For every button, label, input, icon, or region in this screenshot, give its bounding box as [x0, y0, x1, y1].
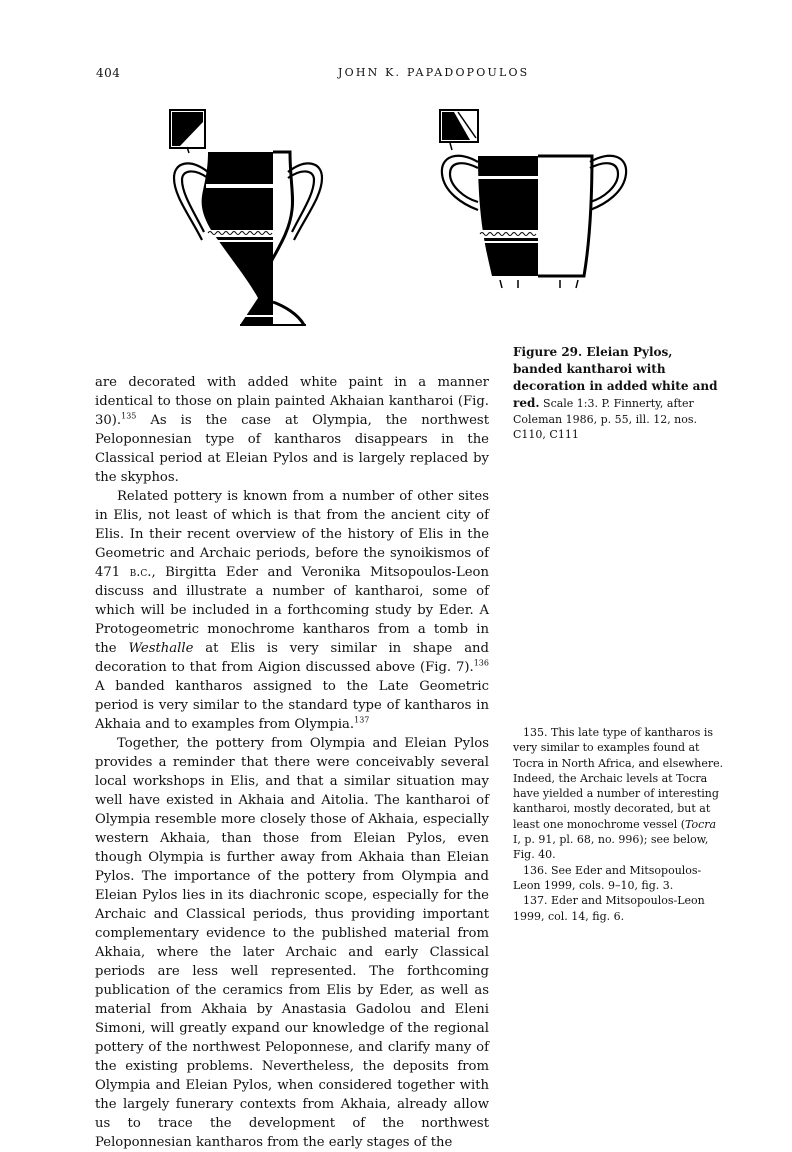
- kantharos-drawing-right: [430, 100, 660, 300]
- footnote-135: 135. This late type of kantharos is very similar to examples found at Tocra in North Africa, and elsewhere. Indeed, the Archaic levels at Tocra have yielded a number of interesting kantharoi, mostly decorated, but at least one monochrome vessel (Tocra I, p. 91, pl. 68, no. 996); see below, Fig. 40.: [513, 726, 724, 862]
- page-number: 404: [96, 66, 121, 80]
- rim-fragment-right: [440, 110, 478, 150]
- main-text: [95, 373, 489, 1152]
- body-exterior-half: [202, 152, 273, 298]
- body-profile-half: [538, 156, 592, 276]
- left-handle: [442, 156, 478, 210]
- footnote-137: 137. Eder and Mitsopoulos-Leon 1999, col. 14, fig. 6.: [513, 894, 705, 923]
- running-header-author: JOHN K. PAPADOPOULOS: [338, 66, 530, 79]
- kantharos-drawing-left: [160, 100, 340, 335]
- rim-fragment-left: [170, 110, 205, 153]
- caption-details: Scale 1:3. P. Finnerty, after Coleman 1986, p. 55, ill. 12, nos. C110, C111: [513, 397, 698, 442]
- footnote-ref-136[interactable]: 136: [473, 658, 489, 668]
- body-exterior-half: [478, 156, 538, 276]
- figure-caption: [513, 344, 725, 443]
- paragraph-1: are decorated with added white paint in a manner identical to those on plain painted Akhaian kantharoi (Fig. 30).$^{135}$ As is the case at Olympia, the northwest Peloponnesian type of kantharos disappears in the Classical period at Eleian Pylos and is largely replaced by the skyphos.: [95, 375, 489, 485]
- caption-title: Figure 29. Eleian Pylos, banded kantharoi with decoration in added white and red.: [513, 345, 718, 410]
- right-handle: [590, 156, 626, 210]
- foot: [240, 298, 273, 325]
- footnotes: [513, 725, 725, 924]
- paragraph-2: Related pottery is known from a number of other sites in Elis, not least of which is that from the ancient city of Elis. In their recent overview of the history of Elis in the Geometric and Archaic periods, before the synoikismos of 471 b.c., Birgitta Eder and Veronika Mitsopoulos-Leon discuss and illustrate a number of kantharoi, some of which will be included in a forthcoming study by Eder. A Protogeometric monochrome kantharos from a tomb in the Westhalle at Elis is very similar in shape and decoration to that from Aigion discussed above (Fig. 7).$^{136}$ A banded kantharos assigned to the Late Geometric period is very similar to the standard type of kantharos in Akhaia and to examples from Olympia.$^{137}$: [95, 489, 489, 732]
- footnote-ref-135[interactable]: 135: [121, 411, 137, 421]
- footnote-136: 136. See Eder and Mitsopoulos-Leon 1999, cols. 9–10, fig. 3.: [513, 863, 702, 892]
- paragraph-3: Together, the pottery from Olympia and Eleian Pylos provides a reminder that there were conceivably several local workshops in Elis, and that a similar situation may well have existed in Akhaia and Aitolia. The kantharoi of Olympia resemble more closely those of Akhaia, especially western Akhaia, than those from Eleian Pylos, even though Olympia is further away from Akhaia than Eleian Pylos. The importance of the pottery from Olympia and Eleian Pylos lies in its diachronic scope, especially for the Archaic and Classical periods, thus providing important complementary evidence to the published material from Akhaia, where the later Archaic and early Classical periods are less well represented. The forthcoming publication of the ceramics from Elis by Eder, as well as material from Akhaia by Anastasia Gadolou and Eleni Simoni, will greatly expand our knowledge of the regional pottery of the northwest Peloponnese, and clarify many of the existing problems. Nevertheless, the deposits from Olympia and Eleian Pylos, when considered together with the largely funerary contexts from Akhaia, already allow us to trace the development of the northwest Peloponnesian kantharos from the early stages of the: [95, 736, 489, 1150]
- footnote-ref-137[interactable]: 137: [354, 715, 370, 725]
